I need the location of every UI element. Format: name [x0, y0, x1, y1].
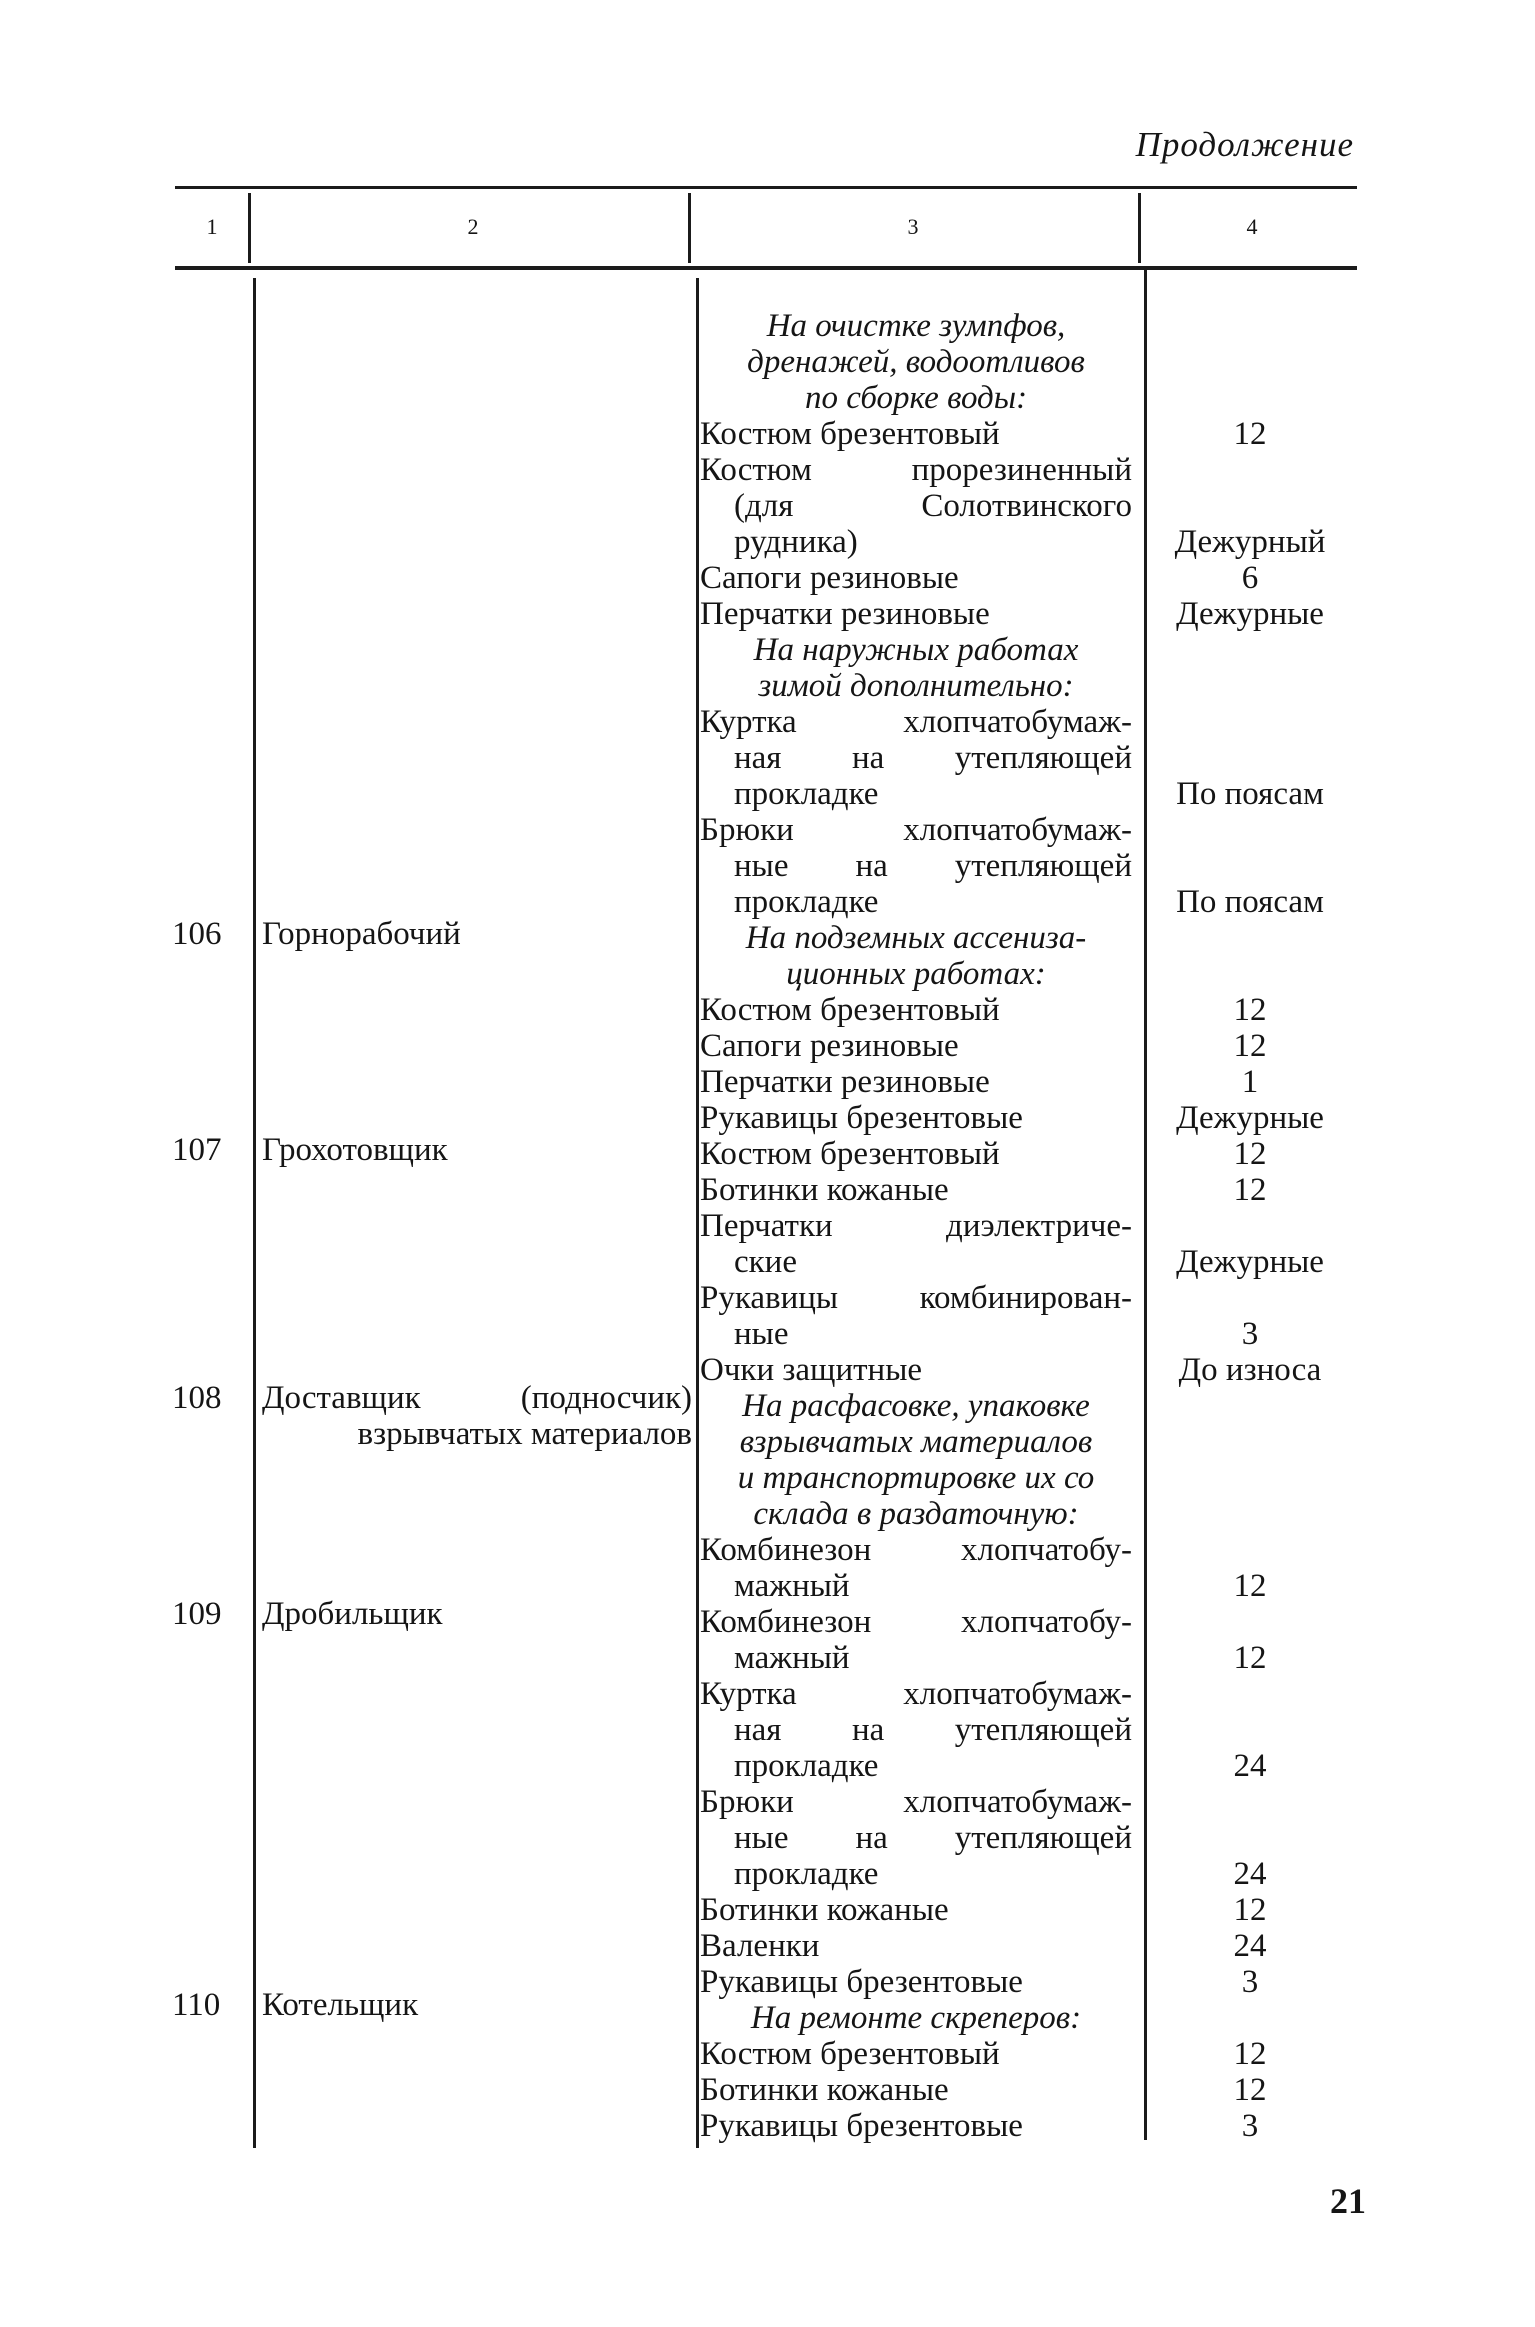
profession-108-line2: взрывчатых материалов: [357, 1416, 692, 1452]
header-divider-2: [688, 193, 691, 263]
header-col-2: 2: [467, 214, 479, 239]
item-line: Рукавицы брезентовые: [700, 1964, 1023, 2000]
subheading: склада в раздаточную:: [753, 1496, 1079, 1532]
norm-value: По поясам: [1176, 776, 1324, 812]
profession-110: Котельщик: [262, 1987, 419, 2023]
subheading: и транспортировке их со: [737, 1460, 1095, 1496]
item-line: ные: [734, 1316, 789, 1352]
row-number-108: 108: [172, 1380, 222, 1416]
item-line: ная на утепляющей: [734, 1712, 1132, 1748]
subheading: взрывчатых материалов: [739, 1424, 1093, 1460]
item-line: Костюм брезентовый: [700, 1136, 1000, 1172]
row-number-106: 106: [172, 916, 222, 952]
norm-value: До износа: [1178, 1352, 1322, 1388]
item-line: прокладке: [734, 776, 879, 812]
profession-109: Дробильщик: [262, 1596, 443, 1632]
norm-value: Дежурный: [1174, 524, 1326, 560]
item-line: Очки защитные: [700, 1352, 923, 1388]
header-col-4: 4: [1246, 214, 1258, 239]
header-divider-1: [248, 193, 251, 263]
item-line: прокладке: [734, 1748, 879, 1784]
subheading: ционных работах:: [786, 956, 1046, 992]
subheading: На расфасовке, упаковке: [742, 1388, 1090, 1424]
row-number-109: 109: [172, 1596, 222, 1632]
column-divider-3: [1144, 270, 1147, 2140]
norm-value: 12: [1233, 2036, 1267, 2072]
item-line: Костюм брезентовый: [700, 992, 1000, 1028]
subheading: На подземных ассениза-: [745, 920, 1087, 956]
item-line: Брюки хлопчатобумаж-: [700, 1784, 1132, 1820]
item-line: Костюм брезентовый: [700, 416, 1000, 452]
item-line: прокладке: [734, 1856, 879, 1892]
item-line: Рукавицы брезентовые: [700, 2108, 1023, 2144]
norm-value: 24: [1233, 1748, 1267, 1784]
item-line: Сапоги резиновые: [700, 560, 959, 596]
continuation-label: Продолжение: [1135, 125, 1354, 164]
item-line: (для Солотвинского: [734, 488, 1132, 524]
item-line: Куртка хлопчатобумаж-: [700, 704, 1132, 740]
item-line: Рукавицы брезентовые: [700, 1100, 1023, 1136]
item-line: Ботинки кожаные: [700, 1892, 949, 1928]
column-divider-1: [253, 278, 256, 2148]
norm-value: Дежурные: [1176, 1244, 1324, 1280]
item-line: Комбинезон хлопчатобу-: [700, 1532, 1132, 1568]
profession-108-line1: Доставщик (подносчик): [262, 1380, 692, 1416]
item-line: ные на утепляющей: [734, 1820, 1132, 1856]
item-line: ная на утепляющей: [734, 740, 1132, 776]
subheading: На ремонте скреперов:: [750, 2000, 1082, 2036]
header-col-1: 1: [206, 214, 218, 239]
norm-value: 12: [1233, 1028, 1267, 1064]
subheading: На очистке зумпфов,: [766, 308, 1066, 344]
header-bottom-rule: [175, 266, 1357, 270]
item-line: Брюки хлопчатобумаж-: [700, 812, 1132, 848]
item-line: ские: [734, 1244, 797, 1280]
norm-value: 12: [1233, 1568, 1267, 1604]
item-line: Валенки: [700, 1928, 820, 1964]
column-divider-2: [696, 278, 699, 2148]
item-line: Сапоги резиновые: [700, 1028, 959, 1064]
norm-value: 12: [1233, 416, 1267, 452]
norm-value: 24: [1233, 1928, 1267, 1964]
norm-value: 12: [1233, 2072, 1267, 2108]
item-line: прокладке: [734, 884, 879, 920]
item-line: ные на утепляющей: [734, 848, 1132, 884]
subheading: зимой дополнительно:: [758, 668, 1074, 704]
table-top-rule: [175, 186, 1357, 189]
item-line: Рукавицы комбинирован-: [700, 1280, 1132, 1316]
norm-value: 3: [1241, 1964, 1259, 2000]
item-line: Комбинезон хлопчатобу-: [700, 1604, 1132, 1640]
norm-value: 3: [1241, 1316, 1259, 1352]
row-number-107: 107: [172, 1132, 222, 1168]
subheading: дренажей, водоотливов: [747, 344, 1085, 380]
item-line: рудника): [734, 524, 858, 560]
item-line: Ботинки кожаные: [700, 2072, 949, 2108]
header-divider-3: [1138, 193, 1141, 263]
profession-106: Горнорабочий: [262, 916, 461, 952]
norm-value: 12: [1233, 1172, 1267, 1208]
page-number: 21: [1330, 2181, 1366, 2221]
norm-value: 1: [1241, 1064, 1259, 1100]
norm-value: Дежурные: [1176, 1100, 1324, 1136]
item-line: Перчатки резиновые: [700, 596, 990, 632]
norm-value: 6: [1241, 560, 1259, 596]
norm-value: 12: [1233, 1892, 1267, 1928]
item-line: Костюм прорезиненный: [700, 452, 1132, 488]
norm-value: По поясам: [1176, 884, 1324, 920]
row-number-110: 110: [172, 1987, 221, 2023]
subheading: На наружных работах: [753, 632, 1079, 668]
item-line: Костюм брезентовый: [700, 2036, 1000, 2072]
item-line: Перчатки резиновые: [700, 1064, 990, 1100]
item-line: Куртка хлопчатобумаж-: [700, 1676, 1132, 1712]
norm-value: 24: [1233, 1856, 1267, 1892]
profession-107: Грохотовщик: [262, 1132, 448, 1168]
item-line: Перчатки диэлектриче-: [700, 1208, 1132, 1244]
norm-value: 12: [1233, 1640, 1267, 1676]
norm-value: 12: [1233, 1136, 1267, 1172]
item-line: мажный: [734, 1568, 850, 1604]
subheading: по сборке воды:: [804, 380, 1028, 416]
norm-value: Дежурные: [1176, 596, 1324, 632]
item-line: мажный: [734, 1640, 850, 1676]
item-line: Ботинки кожаные: [700, 1172, 949, 1208]
header-col-3: 3: [907, 214, 919, 239]
norm-value: 12: [1233, 992, 1267, 1028]
norm-value: 3: [1241, 2108, 1259, 2144]
